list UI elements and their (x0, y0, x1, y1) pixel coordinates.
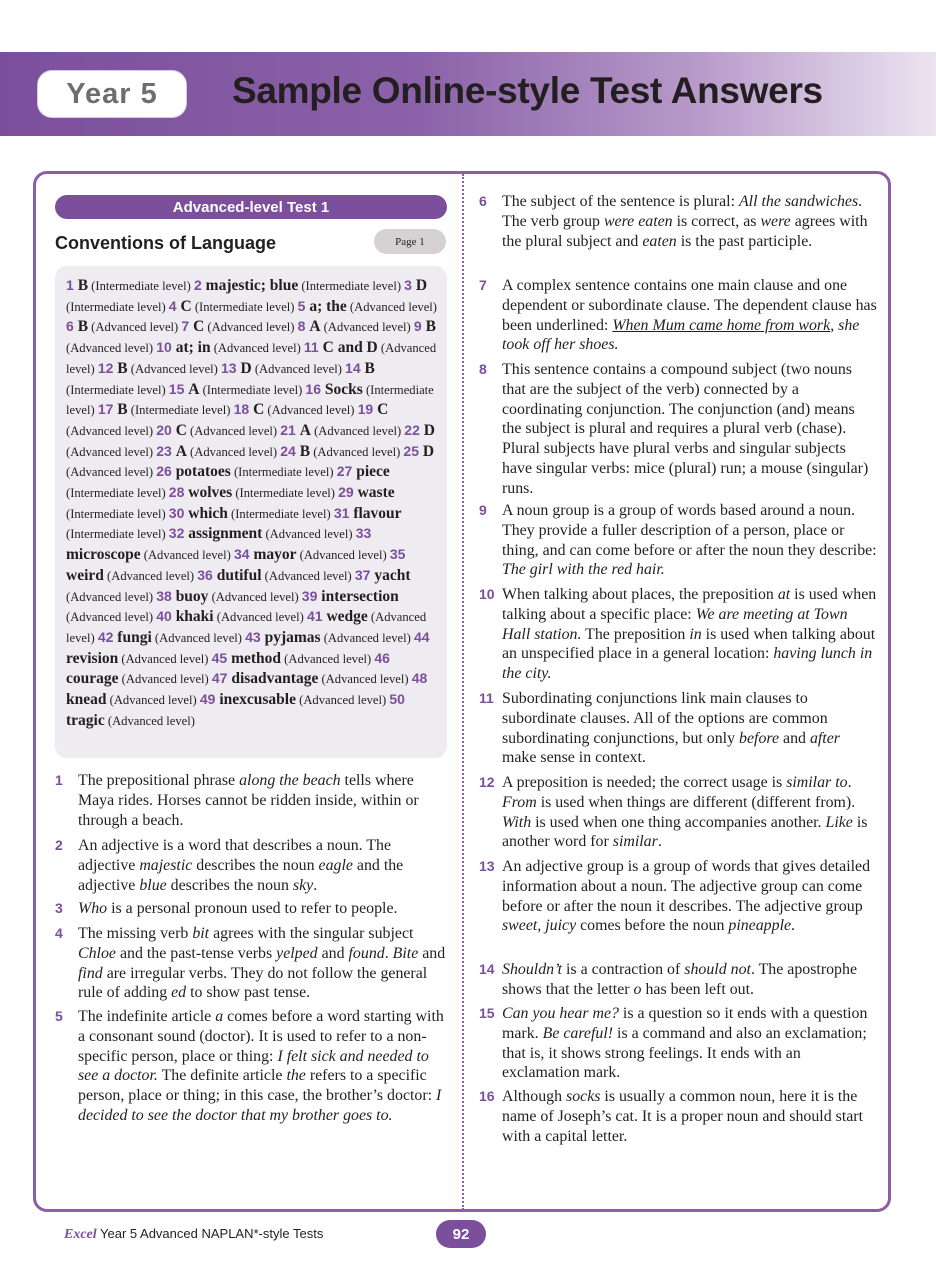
answer-level: (Advanced level) (262, 527, 356, 542)
footer-brand (64, 1226, 323, 1243)
answer-level: (Advanced level) (66, 341, 157, 356)
answer-level: (Advanced level) (103, 568, 198, 583)
explanation-item (479, 501, 877, 580)
answer-level: (Advanced level) (106, 693, 200, 708)
answer-value: assignment (188, 525, 263, 543)
page-badge: Page 1 (374, 229, 446, 254)
answer-number: 38 (156, 587, 176, 604)
answer-value: at; in (175, 339, 211, 357)
answer-number: 48 (411, 670, 428, 687)
answer-level: (Advanced level) (346, 299, 437, 314)
answer-level: (Advanced level) (320, 320, 414, 335)
answer-number: 2 (193, 277, 206, 293)
answer-value: B (364, 359, 375, 377)
answer-key-item (234, 548, 390, 562)
answer-level: (Intermediate level) (232, 486, 339, 501)
explanation-item (479, 585, 877, 684)
answer-number: 33 (355, 525, 372, 542)
answer-value: A (175, 442, 187, 460)
answer-value: C (175, 421, 187, 439)
answer-level: (Intermediate level) (298, 279, 405, 293)
answer-value: yacht (374, 566, 411, 584)
explanation-text: A noun group is a group of words based around a noun. They provide a fuller description of a person, place or thing, and can come before or after the noun they describe: The girl with the red hair. (502, 502, 877, 579)
answer-value: pyjamas (264, 628, 321, 646)
answer-level: (Intermediate level) (191, 299, 298, 314)
answer-key-item (200, 693, 389, 707)
answer-level: (Advanced level) (66, 423, 157, 438)
answer-value: B (299, 442, 311, 460)
test-banner: Advanced-level Test 1 (55, 195, 447, 219)
answer-number: 41 (306, 608, 327, 625)
answer-number: 37 (354, 566, 375, 583)
answer-level: (Intermediate level) (66, 506, 169, 521)
answer-value: C (193, 318, 205, 336)
answer-level: (Advanced level) (66, 465, 157, 480)
explanation-text: Can you hear me? is a question so it ends with a question mark. Be careful! is a command and also an exclamation; that is, it shows strong feelings. It ends with an exclamation mark. (502, 1005, 868, 1082)
answer-key-item (221, 359, 346, 377)
answer-number: 44 (413, 628, 430, 645)
answer-value: C (377, 401, 389, 419)
answer-key-item (97, 628, 246, 646)
page-number: 92 (436, 1220, 486, 1248)
answer-value: C and D (322, 339, 378, 357)
answer-number: 9 (413, 318, 426, 335)
explanation-text: The subject of the sentence is plural: All the sandwiches. The verb group were eaten is correct, as were agrees with the plural subject and eaten is the past participle. (502, 193, 868, 250)
answer-value: khaki (175, 608, 214, 626)
answer-level: (Advanced level) (320, 630, 414, 645)
answer-number: 40 (156, 608, 176, 625)
answer-value: B (425, 318, 436, 336)
explanation-item (479, 689, 877, 768)
explanation-number: 5 (55, 1008, 63, 1024)
answer-number: 29 (338, 484, 358, 501)
answer-key-item (197, 566, 355, 584)
answer-key-item (168, 380, 306, 398)
explanation-item (55, 771, 450, 830)
answer-value: flavour (353, 504, 402, 522)
answer-value: B (77, 277, 89, 294)
answer-key-item (156, 442, 281, 460)
answer-number: 3 (404, 277, 416, 293)
answer-number: 19 (357, 401, 378, 418)
answer-value: intersection (321, 587, 399, 605)
answer-number: 26 (156, 463, 176, 480)
answer-level: (Advanced level) (281, 651, 375, 666)
answer-level: (Advanced level) (66, 444, 157, 459)
answer-value: Socks (324, 380, 363, 398)
answer-level: (Advanced level) (140, 548, 234, 563)
answer-key-item (66, 279, 194, 293)
explanation-item (479, 360, 877, 499)
answer-number: 7 (181, 318, 194, 335)
answer-level: (Advanced level) (118, 651, 212, 666)
answer-number: 24 (280, 442, 300, 459)
answer-key-item (297, 297, 437, 315)
explanation-item (479, 1087, 877, 1146)
explanation-number: 11 (479, 690, 494, 706)
answer-level: (Intermediate level) (199, 382, 306, 397)
answer-number: 36 (197, 566, 217, 583)
explanation-item (479, 1004, 877, 1083)
answer-number: 6 (66, 318, 78, 335)
answer-value: a; the (309, 297, 347, 315)
answer-value: which (188, 504, 228, 522)
explanation-number: 4 (55, 925, 63, 941)
answer-number: 28 (168, 484, 189, 501)
answer-value: majestic; blue (205, 277, 299, 294)
explanation-text: The prepositional phrase along the beach tells where Maya rides. Horses cannot be ridden inside, within or through a beach. (78, 772, 419, 829)
explanation-item (55, 1007, 450, 1126)
answer-value: waste (357, 484, 395, 502)
answer-number: 22 (404, 421, 424, 438)
answer-key-item (168, 504, 334, 522)
answer-value: A (188, 380, 200, 398)
answer-value: disadvantage (231, 670, 319, 688)
explanation-item (55, 836, 450, 895)
answer-value: inexcusable (219, 691, 296, 709)
explanation-number: 2 (55, 837, 63, 853)
answer-level: (Advanced level) (296, 548, 390, 563)
answer-key-item (156, 610, 307, 624)
answer-value: B (77, 318, 89, 336)
answer-level: (Intermediate level) (230, 465, 337, 480)
answer-number: 34 (233, 546, 254, 563)
answer-level: (Intermediate level) (66, 527, 169, 542)
answer-value: wolves (188, 484, 233, 502)
answer-key-item (211, 649, 375, 667)
explanation-text: The indefinite article a comes before a word starting with a consonant sound (doctor). It is used to refer to a non-specific person, place or thing: I felt sick and needed to see a doctor. The definite article the refers to a specific person, place or thing; in this case, the brother’s doctor: I decided to see the doctor that my brother goes to. (78, 1008, 444, 1124)
answer-key-item (156, 421, 281, 439)
answer-key-item (98, 403, 234, 417)
explanation-text: When talking about places, the preposition at is used when talking about a specific place: We are meeting at Town Hall station. The preposition in is used when talking about an unspecified place in a general location: having lunch in the city. (502, 586, 877, 683)
answer-number: 18 (233, 401, 254, 418)
answer-value: A (309, 318, 321, 336)
answer-key-item (181, 320, 297, 334)
explanation-text: Subordinating conjunctions link main clauses to subordinate clauses. All of the options are common subordinating conjunctions, but only before and after make sense in context. (502, 690, 840, 767)
answer-number: 35 (389, 546, 406, 563)
answer-key-item (194, 279, 404, 293)
answer-level: (Advanced level) (66, 341, 437, 376)
answer-number: 42 (97, 628, 118, 645)
answer-key-item (156, 587, 302, 605)
answer-value: piece (356, 463, 390, 481)
answer-value: D (423, 421, 435, 439)
explanation-number: 7 (479, 277, 487, 293)
answer-value: method (231, 649, 282, 667)
answer-number: 15 (168, 380, 189, 397)
answer-level: (Advanced level) (210, 341, 304, 356)
year-label: Year 5 (38, 71, 186, 117)
explanation-number: 6 (479, 193, 487, 209)
answer-key-item (298, 320, 414, 334)
answer-level: (Advanced level) (118, 672, 212, 687)
explanation-number: 16 (479, 1088, 495, 1104)
answer-value: D (422, 442, 435, 460)
answer-value: microscope (66, 546, 141, 564)
answer-number: 32 (168, 525, 189, 542)
answer-level: (Advanced level) (66, 610, 427, 645)
answer-number: 25 (403, 442, 423, 459)
column-divider (462, 174, 464, 1210)
answer-level: (Advanced level) (186, 444, 281, 459)
answer-level: (Advanced level) (310, 444, 404, 459)
answer-level: (Intermediate level) (66, 486, 169, 501)
answer-level: (Advanced level) (104, 713, 195, 728)
answer-level: (Intermediate level) (227, 506, 334, 521)
explanation-text: A complex sentence contains one main clause and one dependent or subordinate clause. The dependent clause has been underlined: When Mum came home from work, she took off her shoes. (502, 277, 877, 354)
explanation-number: 12 (479, 774, 495, 790)
answer-value: wedge (326, 608, 368, 626)
explanation-number: 14 (479, 961, 495, 977)
answer-level: (Advanced level) (66, 610, 157, 625)
answer-number: 46 (374, 649, 390, 666)
answer-value: D (240, 359, 252, 377)
answer-value: C (253, 401, 265, 419)
explanation-text: Who is a personal pronoun used to refer to people. (78, 900, 398, 917)
explanation-item (479, 773, 877, 852)
answer-value: fungi (117, 628, 152, 646)
answer-number: 8 (297, 318, 310, 335)
explanation-number: 9 (479, 502, 487, 518)
answer-key-item (245, 628, 414, 646)
answer-level: (Intermediate level) (66, 382, 434, 418)
explanation-number: 1 (55, 772, 63, 788)
answer-level: (Advanced level) (310, 423, 405, 438)
explanation-text: Shouldn’t is a contraction of should not. The apostrophe shows that the letter o has been left out. (502, 961, 857, 998)
answer-number: 23 (156, 442, 176, 459)
answer-value: knead (66, 691, 107, 709)
answer-number: 10 (156, 339, 176, 356)
answer-key-item (169, 486, 338, 500)
answer-value: buoy (175, 587, 209, 605)
section-heading: Conventions of Language (55, 233, 277, 253)
answer-value: tragic (66, 711, 105, 729)
answer-level: (Intermediate level) (66, 382, 169, 397)
answer-number: 31 (333, 504, 354, 521)
answer-level: (Intermediate level) (88, 279, 194, 293)
answer-value: weird (66, 566, 104, 584)
answer-key-item (212, 672, 412, 686)
answer-number: 11 (303, 339, 323, 356)
answer-number: 45 (211, 649, 232, 666)
answer-number: 47 (211, 670, 232, 687)
answer-value: A (299, 421, 311, 439)
answer-level: (Advanced level) (261, 568, 355, 583)
answer-value: B (117, 359, 128, 377)
answer-number: 12 (97, 359, 118, 376)
answer-value: mayor (253, 546, 297, 564)
answer-level: (Advanced level) (127, 361, 221, 376)
answer-level: (Advanced level) (208, 589, 302, 604)
answer-value: B (117, 401, 128, 419)
explanation-item (55, 924, 450, 1003)
answer-level: (Advanced level) (151, 630, 246, 645)
answer-number: 20 (156, 421, 176, 438)
answer-value: D (415, 277, 428, 294)
answer-number: 16 (305, 380, 325, 397)
explanation-number: 3 (55, 900, 63, 916)
answer-number: 4 (168, 297, 181, 314)
explanation-number: 10 (479, 586, 495, 602)
answer-key-item (168, 297, 298, 315)
explanation-item (479, 960, 877, 1000)
answer-key-item (97, 359, 221, 377)
answer-level: (Advanced level) (186, 423, 281, 438)
answer-value: revision (66, 649, 119, 667)
answer-value: potatoes (175, 463, 231, 481)
answer-key-item (280, 442, 404, 460)
answer-number: 39 (301, 587, 322, 604)
answer-level: (Advanced level) (213, 610, 307, 625)
answer-number: 17 (97, 401, 118, 418)
explanation-text: The missing verb bit agrees with the singular subject Chloe and the past-tense verbs yelped and found. Bite and find are irregular verbs. They do not follow the general rule of adding ed to show past tense. (78, 925, 446, 1002)
answer-level: (Advanced level) (66, 589, 157, 604)
explanation-text: This sentence contains a compound subject (two nouns that are the subject of the verb) connected by a coordinating conjunction. The conjunction (and) means the subject is plural and requires a plural verb (chase). Plural subjects have plural verbs and singular subjects have singular verbs: mice (plural) run; a mouse (singular) runs. (502, 361, 869, 497)
explanation-text: An adjective is a word that describes a noun. The adjective majestic describes the noun eagle and the adjective blue describes the noun sky. (78, 837, 404, 894)
answer-level: (Advanced level) (264, 403, 358, 418)
answer-number: 43 (245, 628, 265, 645)
answer-number: 1 (66, 277, 78, 293)
answer-number: 21 (280, 421, 300, 438)
answer-level: (Advanced level) (251, 361, 346, 376)
answer-number: 30 (168, 504, 189, 521)
explanation-number: 8 (479, 361, 487, 377)
answer-level: (Advanced level) (318, 672, 412, 687)
explanation-text: An adjective group is a group of words that gives detailed information about a noun. The adjective group can come before or after the noun it describes. The adjective group sweet, juicy comes before the noun pineapple. (502, 858, 871, 935)
explanation-item (479, 192, 877, 251)
answer-level: (Intermediate level) (127, 403, 234, 418)
answer-number: 50 (389, 691, 405, 708)
explanation-text: Although socks is usually a common noun, here it is the name of Joseph’s cat. It is a proper noun and should start with a capital letter. (502, 1088, 863, 1145)
explanation-number: 15 (479, 1005, 495, 1021)
answer-key-item (156, 341, 304, 355)
answer-key-item (66, 320, 181, 334)
answer-level: (Advanced level) (295, 693, 390, 708)
answer-value: C (180, 297, 192, 315)
explanation-number: 13 (479, 858, 495, 874)
explanation-item (479, 276, 877, 355)
answer-level: (Advanced level) (88, 320, 182, 335)
answer-key-item (280, 421, 405, 439)
answer-number: 27 (336, 463, 357, 480)
brand-logo-text: Excel (64, 1227, 97, 1242)
answer-key-item (169, 527, 356, 541)
answer-value: dutiful (216, 566, 262, 584)
explanation-text: A preposition is needed; the correct usage is similar to. From is used when things are different (different from). With is used when one thing accompanies another. Like is another word for similar. (502, 774, 868, 851)
explanation-item (479, 857, 877, 936)
answer-key-item (156, 465, 337, 479)
answer-level: (Advanced level) (204, 320, 298, 335)
answer-number: 14 (345, 359, 365, 376)
answer-key-item (234, 403, 358, 417)
footer-text: Year 5 Advanced NAPLAN*-style Tests (96, 1226, 324, 1241)
answer-number: 5 (297, 297, 310, 314)
answer-number: 13 (221, 359, 241, 376)
answer-number: 49 (199, 691, 220, 708)
explanation-item (55, 899, 450, 919)
answer-key-list (66, 276, 440, 731)
answer-value: courage (66, 670, 119, 688)
answer-level: (Intermediate level) (66, 299, 169, 314)
page-title: Sample Online-style Test Answers (232, 70, 823, 111)
